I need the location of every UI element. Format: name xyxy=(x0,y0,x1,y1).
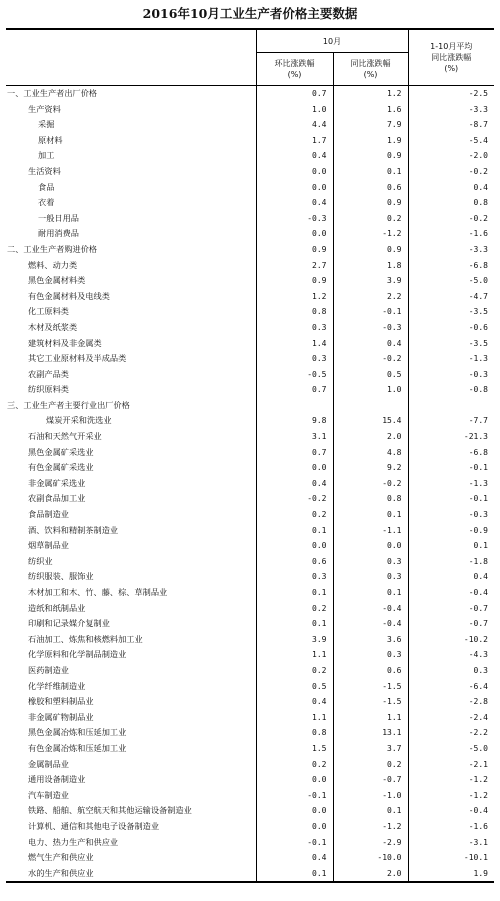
row-label: 化学纤维制造业 xyxy=(28,680,86,691)
header-blank xyxy=(6,29,256,85)
table-row xyxy=(6,679,494,695)
row-label: 金属制品业 xyxy=(28,758,69,769)
table-row xyxy=(6,148,494,164)
row-label: 食品制造业 xyxy=(28,509,69,520)
row-label: 黑色金属材料类 xyxy=(28,275,86,286)
table-row xyxy=(6,367,494,383)
row-yoy-value: -1.1 xyxy=(333,523,408,539)
row-ytd-value: -0.1 xyxy=(408,460,494,476)
row-ytd-value: -0.2 xyxy=(408,164,494,180)
row-ytd-value: -2.0 xyxy=(408,148,494,164)
table-row xyxy=(6,289,494,305)
row-mom-value: 0.7 xyxy=(256,445,333,461)
row-label: 汽车制造业 xyxy=(28,789,69,800)
row-mom-value: 0.8 xyxy=(256,725,333,741)
table-row xyxy=(6,757,494,773)
row-mom-value: 0.0 xyxy=(256,164,333,180)
table-row xyxy=(6,601,494,617)
row-label: 石油和天然气开采业 xyxy=(28,431,102,442)
row-mom-value: 0.0 xyxy=(256,538,333,554)
row-mom-value: 0.0 xyxy=(256,819,333,835)
table-row xyxy=(6,663,494,679)
row-yoy-value: -0.4 xyxy=(333,616,408,632)
row-label: 纺织服装、服饰业 xyxy=(28,571,94,582)
row-mom-value: 0.7 xyxy=(256,86,333,102)
row-yoy-value: 0.8 xyxy=(333,491,408,507)
row-ytd-value: -5.0 xyxy=(408,741,494,757)
table-row xyxy=(6,819,494,835)
row-label: 木材加工和木、竹、藤、棕、草制品业 xyxy=(28,587,168,597)
row-yoy-value: 1.9 xyxy=(333,133,408,149)
row-label: 耐用消费品 xyxy=(38,228,79,239)
row-yoy-value: 0.3 xyxy=(333,569,408,585)
row-ytd-value: -6.8 xyxy=(408,445,494,461)
table-row xyxy=(6,351,494,367)
table-row xyxy=(6,850,494,866)
row-ytd-value: -0.7 xyxy=(408,601,494,617)
row-label: 木材及纸浆类 xyxy=(28,321,78,332)
table-row xyxy=(6,554,494,570)
row-mom-value xyxy=(256,398,333,414)
row-yoy-value: -1.2 xyxy=(333,226,408,242)
row-yoy-value: 3.6 xyxy=(333,632,408,648)
row-label: 二、工业生产者购进价格 xyxy=(7,243,98,254)
row-mom-value: -0.3 xyxy=(256,211,333,227)
row-label: 计算机、通信和其他电子设备制造业 xyxy=(28,820,160,831)
row-label: 有色金属矿采选业 xyxy=(28,462,94,473)
row-label: 纺织原料类 xyxy=(28,384,69,395)
table-header-row-1 xyxy=(6,29,494,53)
row-mom-value: 0.0 xyxy=(256,180,333,196)
row-label: 纺织业 xyxy=(28,555,53,566)
table-row xyxy=(6,460,494,476)
row-ytd-value: -2.2 xyxy=(408,725,494,741)
row-yoy-value: -1.5 xyxy=(333,679,408,695)
table-row xyxy=(6,304,494,320)
row-label: 化工原料类 xyxy=(28,306,69,317)
header-ytd-line2: 同比涨跌幅 xyxy=(431,53,472,62)
table-row xyxy=(6,476,494,492)
row-ytd-value: -1.6 xyxy=(408,226,494,242)
row-label: 食品 xyxy=(38,181,55,192)
table-row xyxy=(6,694,494,710)
table-row xyxy=(6,117,494,133)
table-row xyxy=(6,164,494,180)
row-ytd-value: 0.1 xyxy=(408,538,494,554)
table-row xyxy=(6,585,494,601)
row-mom-value: 0.0 xyxy=(256,803,333,819)
row-mom-value: 0.9 xyxy=(256,242,333,258)
row-label: 印刷和记录媒介复制业 xyxy=(28,618,110,629)
row-mom-value: 1.4 xyxy=(256,336,333,352)
row-ytd-value: -0.7 xyxy=(408,616,494,632)
row-ytd-value: -1.6 xyxy=(408,819,494,835)
row-ytd-value: -0.1 xyxy=(408,491,494,507)
row-yoy-value: 0.9 xyxy=(333,148,408,164)
table-row xyxy=(6,413,494,429)
row-label: 化学原料和化学制品制造业 xyxy=(28,649,127,660)
row-ytd-value: 1.9 xyxy=(408,866,494,883)
row-mom-value: 0.0 xyxy=(256,772,333,788)
row-label: 石油加工、炼焦和核燃料加工业 xyxy=(28,633,143,644)
row-mom-value: 0.4 xyxy=(256,476,333,492)
row-label: 其它工业原材料及半成品类 xyxy=(28,353,127,364)
row-yoy-value: 0.3 xyxy=(333,554,408,570)
row-ytd-value: -0.2 xyxy=(408,211,494,227)
row-mom-value: -0.1 xyxy=(256,788,333,804)
row-yoy-value: -0.4 xyxy=(333,601,408,617)
row-ytd-value: -7.7 xyxy=(408,413,494,429)
row-label: 燃气生产和供应业 xyxy=(28,852,94,863)
row-yoy-value: -1.5 xyxy=(333,694,408,710)
row-mom-value: 4.4 xyxy=(256,117,333,133)
row-label: 一般日用品 xyxy=(38,212,79,223)
row-ytd-value: -10.1 xyxy=(408,850,494,866)
row-ytd-value: -3.3 xyxy=(408,242,494,258)
row-label: 电力、热力生产和供应业 xyxy=(28,836,119,847)
row-yoy-value: 13.1 xyxy=(333,725,408,741)
row-yoy-value: 0.4 xyxy=(333,336,408,352)
row-ytd-value: -0.6 xyxy=(408,320,494,336)
row-mom-value: 0.1 xyxy=(256,616,333,632)
row-mom-value: 1.0 xyxy=(256,102,333,118)
row-label: 橡胶和塑料制品业 xyxy=(28,696,94,707)
row-mom-value: 1.2 xyxy=(256,289,333,305)
row-ytd-value: -3.5 xyxy=(408,304,494,320)
row-label: 衣着 xyxy=(38,197,55,208)
row-ytd-value: -1.3 xyxy=(408,476,494,492)
row-mom-value: 0.6 xyxy=(256,554,333,570)
row-ytd-value: -0.3 xyxy=(408,367,494,383)
row-ytd-value: -5.0 xyxy=(408,273,494,289)
row-yoy-value: 0.3 xyxy=(333,647,408,663)
table-row xyxy=(6,835,494,851)
row-ytd-value: 0.3 xyxy=(408,663,494,679)
row-label: 铁路、船舶、航空航天和其他运输设备制造业 xyxy=(28,805,192,816)
table-row xyxy=(6,569,494,585)
row-label: 加工 xyxy=(38,150,55,161)
table-row xyxy=(6,258,494,274)
table-row xyxy=(6,538,494,554)
table-row xyxy=(6,211,494,227)
row-label: 黑色金属矿采选业 xyxy=(28,446,94,457)
table-row xyxy=(6,273,494,289)
row-mom-value: 0.3 xyxy=(256,569,333,585)
table-row xyxy=(6,336,494,352)
header-mom-unit: (%) xyxy=(287,70,302,79)
row-ytd-value: 0.8 xyxy=(408,195,494,211)
row-label: 农副产品类 xyxy=(28,368,69,379)
row-label: 原材料 xyxy=(38,134,63,145)
row-ytd-value: 0.4 xyxy=(408,569,494,585)
row-ytd-value: -1.2 xyxy=(408,788,494,804)
row-label: 三、工业生产者主要行业出厂价格 xyxy=(7,399,130,410)
row-yoy-value: -0.2 xyxy=(333,476,408,492)
row-yoy-value: 1.6 xyxy=(333,102,408,118)
header-month: 10月 xyxy=(256,29,408,53)
row-yoy-value: 0.1 xyxy=(333,164,408,180)
table-row xyxy=(6,647,494,663)
row-mom-value: 0.1 xyxy=(256,585,333,601)
table-row xyxy=(6,429,494,445)
table-row xyxy=(6,710,494,726)
row-mom-value: 3.1 xyxy=(256,429,333,445)
table-row xyxy=(6,102,494,118)
price-data-table xyxy=(6,28,494,883)
row-ytd-value: -0.4 xyxy=(408,803,494,819)
table-row xyxy=(6,788,494,804)
row-ytd-value: -0.3 xyxy=(408,507,494,523)
header-ytd xyxy=(408,29,494,85)
row-yoy-value: -0.7 xyxy=(333,772,408,788)
row-yoy-value: 0.0 xyxy=(333,538,408,554)
row-yoy-value: 3.9 xyxy=(333,273,408,289)
row-ytd-value: -5.4 xyxy=(408,133,494,149)
row-yoy-value: -0.2 xyxy=(333,351,408,367)
table-row xyxy=(6,320,494,336)
table-row xyxy=(6,382,494,398)
table-row xyxy=(6,491,494,507)
row-ytd-value: -3.1 xyxy=(408,835,494,851)
row-mom-value: 0.1 xyxy=(256,866,333,883)
header-ytd-line1: 1-10月平均 xyxy=(430,42,473,51)
table-row xyxy=(6,133,494,149)
header-yoy-unit: (%) xyxy=(363,70,378,79)
page-title: 2016年10月工业生产者价格主要数据 xyxy=(142,6,358,21)
row-mom-value: 0.3 xyxy=(256,320,333,336)
row-mom-value: 0.2 xyxy=(256,507,333,523)
row-ytd-value: -0.9 xyxy=(408,523,494,539)
row-mom-value: 0.4 xyxy=(256,195,333,211)
row-yoy-value: 1.8 xyxy=(333,258,408,274)
row-yoy-value: 0.5 xyxy=(333,367,408,383)
row-mom-value: 0.2 xyxy=(256,663,333,679)
row-yoy-value: 9.2 xyxy=(333,460,408,476)
row-label: 生产资料 xyxy=(28,103,61,114)
row-yoy-value: -0.3 xyxy=(333,320,408,336)
row-ytd-value: -2.5 xyxy=(408,86,494,102)
row-mom-value: 0.5 xyxy=(256,679,333,695)
row-yoy-value: 15.4 xyxy=(333,413,408,429)
row-mom-value: 1.1 xyxy=(256,647,333,663)
row-mom-value: 1.7 xyxy=(256,133,333,149)
row-mom-value: 0.0 xyxy=(256,226,333,242)
table-row xyxy=(6,616,494,632)
table-row xyxy=(6,523,494,539)
row-ytd-value: -3.5 xyxy=(408,336,494,352)
row-yoy-value: 0.2 xyxy=(333,757,408,773)
row-ytd-value: -2.4 xyxy=(408,710,494,726)
row-yoy-value: -2.9 xyxy=(333,835,408,851)
row-ytd-value: -10.2 xyxy=(408,632,494,648)
row-ytd-value: -2.8 xyxy=(408,694,494,710)
row-ytd-value: -1.3 xyxy=(408,351,494,367)
row-yoy-value: 0.1 xyxy=(333,507,408,523)
table-row xyxy=(6,803,494,819)
table-row xyxy=(6,507,494,523)
row-ytd-value: -21.3 xyxy=(408,429,494,445)
row-mom-value: 2.7 xyxy=(256,258,333,274)
table-row xyxy=(6,772,494,788)
row-ytd-value: -3.3 xyxy=(408,102,494,118)
row-label: 酒、饮料和精制茶制造业 xyxy=(28,524,119,535)
row-mom-value: 0.3 xyxy=(256,351,333,367)
table-row xyxy=(6,195,494,211)
row-yoy-value: 0.1 xyxy=(333,803,408,819)
row-ytd-value: -8.7 xyxy=(408,117,494,133)
row-mom-value: 0.2 xyxy=(256,601,333,617)
row-yoy-value: 4.8 xyxy=(333,445,408,461)
row-yoy-value: -10.0 xyxy=(333,850,408,866)
header-ytd-unit: (%) xyxy=(444,64,459,73)
row-label: 水的生产和供应业 xyxy=(6,866,256,883)
row-mom-value: 0.4 xyxy=(256,694,333,710)
row-label: 黑色金属冶炼和压延加工业 xyxy=(28,727,127,738)
table-row xyxy=(6,180,494,196)
header-yoy-label: 同比涨跌幅 xyxy=(350,59,391,68)
table-row xyxy=(6,725,494,741)
header-mom-label: 环比涨跌幅 xyxy=(274,59,315,68)
row-mom-value: 9.8 xyxy=(256,413,333,429)
row-yoy-value: 0.6 xyxy=(333,663,408,679)
row-yoy-value: 1.1 xyxy=(333,710,408,726)
row-yoy-value: 0.1 xyxy=(333,585,408,601)
row-mom-value: -0.5 xyxy=(256,367,333,383)
row-yoy-value: 2.0 xyxy=(333,429,408,445)
table-row xyxy=(6,86,494,102)
row-mom-value: 0.7 xyxy=(256,382,333,398)
row-label: 非金属矿物制品业 xyxy=(28,711,94,722)
row-label: 煤炭开采和洗选业 xyxy=(46,415,112,426)
row-ytd-value: -1.8 xyxy=(408,554,494,570)
row-yoy-value: 0.6 xyxy=(333,180,408,196)
row-yoy-value: -1.0 xyxy=(333,788,408,804)
row-label: 通用设备制造业 xyxy=(28,774,86,785)
row-ytd-value: -4.7 xyxy=(408,289,494,305)
row-yoy-value: 0.9 xyxy=(333,195,408,211)
row-yoy-value: 1.2 xyxy=(333,86,408,102)
row-mom-value: 0.9 xyxy=(256,273,333,289)
row-label: 生活资料 xyxy=(28,165,61,176)
row-yoy-value: 0.2 xyxy=(333,211,408,227)
row-mom-value: 3.9 xyxy=(256,632,333,648)
table-row xyxy=(6,741,494,757)
row-label: 农副食品加工业 xyxy=(28,493,86,504)
row-ytd-value: -1.2 xyxy=(408,772,494,788)
table-row xyxy=(6,242,494,258)
row-mom-value: 1.5 xyxy=(256,741,333,757)
row-yoy-value: 7.9 xyxy=(333,117,408,133)
row-label: 一、工业生产者出厂价格 xyxy=(7,88,98,98)
row-yoy-value: 2.2 xyxy=(333,289,408,305)
row-label: 建筑材料及非金属类 xyxy=(28,337,102,348)
row-mom-value: 0.0 xyxy=(256,460,333,476)
row-mom-value: -0.1 xyxy=(256,835,333,851)
row-label: 医药制造业 xyxy=(28,664,69,675)
row-mom-value: 0.8 xyxy=(256,304,333,320)
row-mom-value: 0.4 xyxy=(256,850,333,866)
row-ytd-value: -6.4 xyxy=(408,679,494,695)
row-label: 非金属矿采选业 xyxy=(28,477,86,488)
row-yoy-value: 0.9 xyxy=(333,242,408,258)
header-yoy xyxy=(333,53,408,86)
table-row xyxy=(6,866,494,883)
row-label: 有色金属材料及电线类 xyxy=(28,290,110,301)
row-mom-value: 1.1 xyxy=(256,710,333,726)
row-ytd-value: -4.3 xyxy=(408,647,494,663)
row-label: 燃料、动力类 xyxy=(28,259,78,270)
row-label: 造纸和纸制品业 xyxy=(28,602,86,613)
row-ytd-value: 0.4 xyxy=(408,180,494,196)
row-yoy-value: 2.0 xyxy=(333,866,408,883)
row-label: 烟草制品业 xyxy=(28,540,69,551)
row-yoy-value: -1.2 xyxy=(333,819,408,835)
row-yoy-value: 1.0 xyxy=(333,382,408,398)
header-mom xyxy=(256,53,333,86)
row-ytd-value: -0.4 xyxy=(408,585,494,601)
row-label: 有色金属冶炼和压延加工业 xyxy=(28,742,127,753)
row-ytd-value: -2.1 xyxy=(408,757,494,773)
row-yoy-value xyxy=(333,398,408,414)
table-row xyxy=(6,226,494,242)
row-ytd-value xyxy=(408,398,494,414)
row-mom-value: -0.2 xyxy=(256,491,333,507)
row-ytd-value: -0.8 xyxy=(408,382,494,398)
row-mom-value: 0.4 xyxy=(256,148,333,164)
table-row xyxy=(6,632,494,648)
row-yoy-value: 3.7 xyxy=(333,741,408,757)
row-mom-value: 0.2 xyxy=(256,757,333,773)
row-mom-value: 0.1 xyxy=(256,523,333,539)
table-row xyxy=(6,398,494,414)
row-ytd-value: -6.8 xyxy=(408,258,494,274)
row-yoy-value: -0.1 xyxy=(333,304,408,320)
row-label: 采掘 xyxy=(38,119,55,130)
table-row xyxy=(6,445,494,461)
